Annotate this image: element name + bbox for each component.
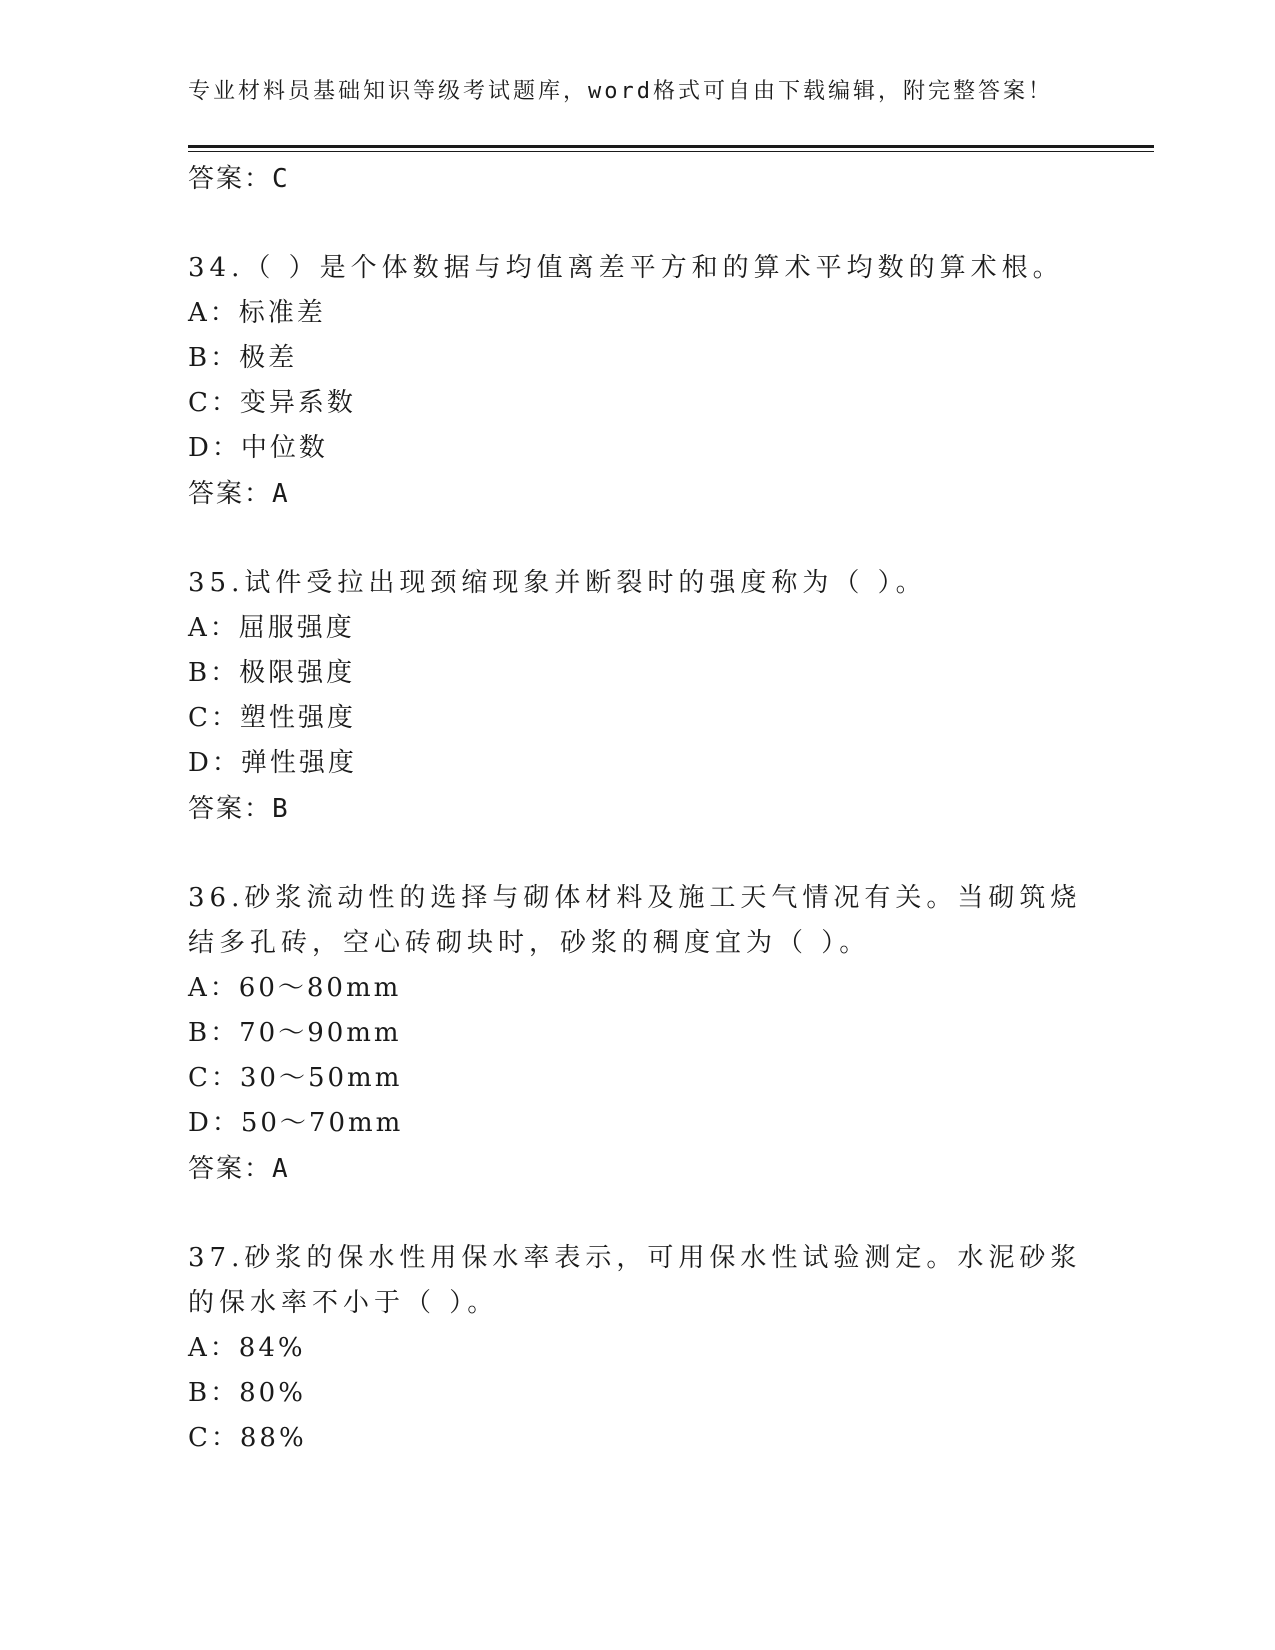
option-a: A：标准差 bbox=[188, 298, 326, 328]
header-text: 专业材料员基础知识等级考试题库，word格式可自由下载编辑，附完整答案！ bbox=[188, 79, 1053, 104]
option-b: B：70～90mm bbox=[188, 1018, 402, 1048]
option-c: C：88% bbox=[188, 1423, 307, 1453]
question-text: 36.砂浆流动性的选择与砌体材料及施工天气情况有关。当砌筑烧结多孔砖，空心砖砌块时，砂浆的稠度宜为（ ）。 bbox=[188, 883, 1082, 958]
option-d: D：50～70mm bbox=[188, 1108, 404, 1138]
answer: 答案：B bbox=[188, 794, 290, 824]
previous-answer: 答案：C bbox=[188, 164, 290, 194]
option-d: D：中位数 bbox=[188, 433, 328, 463]
question-36 bbox=[188, 876, 1088, 1192]
option-c: C：30～50mm bbox=[188, 1063, 403, 1093]
question-35 bbox=[188, 561, 1088, 832]
option-a: A：屈服强度 bbox=[188, 613, 355, 643]
option-b: B：80% bbox=[188, 1378, 306, 1408]
document-body bbox=[188, 156, 1088, 1461]
question-37 bbox=[188, 1236, 1088, 1461]
header-rule-thin bbox=[188, 151, 1154, 152]
option-c: C：变异系数 bbox=[188, 388, 356, 418]
option-b: B：极限强度 bbox=[188, 658, 356, 688]
question-text: 35.试件受拉出现颈缩现象并断裂时的强度称为（ ）。 bbox=[188, 568, 927, 598]
answer: 答案：A bbox=[188, 1154, 290, 1184]
option-d: D：弹性强度 bbox=[188, 748, 357, 778]
option-b: B：极差 bbox=[188, 343, 298, 373]
question-34 bbox=[188, 246, 1088, 517]
answer: 答案：A bbox=[188, 479, 290, 509]
option-c: C：塑性强度 bbox=[188, 703, 356, 733]
header-rule-thick bbox=[188, 145, 1154, 148]
question-text: 34.（ ）是个体数据与均值离差平方和的算术平均数的算术根。 bbox=[188, 253, 1064, 283]
option-a: A：84% bbox=[188, 1333, 306, 1363]
question-text: 37.砂浆的保水性用保水率表示，可用保水性试验测定。水泥砂浆的保水率不小于（ ）。 bbox=[188, 1243, 1082, 1318]
option-a: A：60～80mm bbox=[188, 973, 402, 1003]
